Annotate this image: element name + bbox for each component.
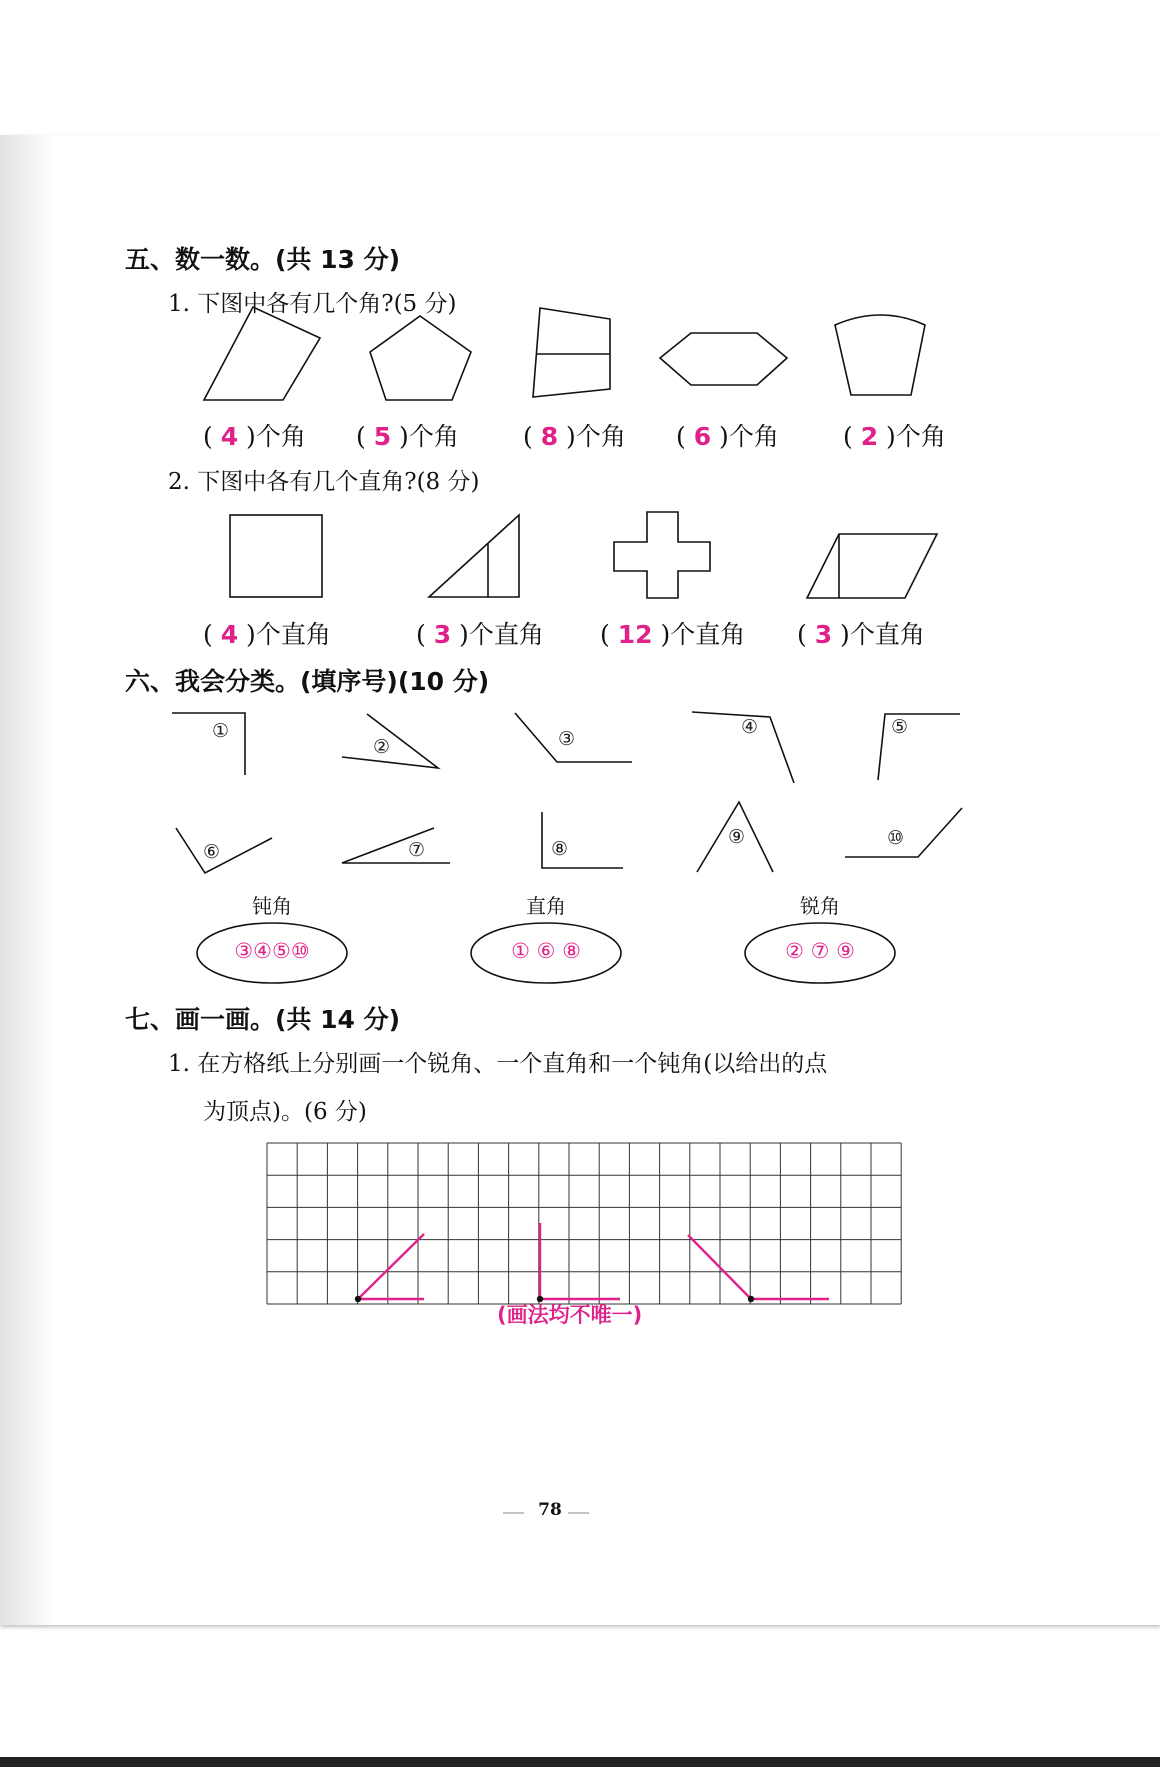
group-answer-right: ① ⑥ ⑧ <box>511 939 581 963</box>
shape-square <box>230 515 322 597</box>
page-number: 78 <box>538 1500 562 1520</box>
section-7-title: 七、画一画。(共 14 分) <box>125 1005 401 1034</box>
q7-1-text-line1: 1. 在方格纸上分别画一个锐角、一个直角和一个钝角(以给出的点 <box>168 1051 828 1077</box>
angle-label-10: ⑩ <box>887 827 905 849</box>
shape-cross <box>614 512 710 598</box>
angle-1 <box>172 713 245 775</box>
angle-label-2: ② <box>373 736 391 758</box>
answer-value: 12 <box>617 620 653 649</box>
angle-6 <box>176 828 272 873</box>
shape-split-quadrilateral <box>533 308 610 397</box>
answer-q5-1-shape2: ( 5 )个角 <box>356 422 459 451</box>
drawn-right-angle <box>540 1223 620 1299</box>
q5-2-text: 2. 下图中各有几个直角?(8 分) <box>168 469 480 495</box>
shape-triangle-split <box>429 515 519 597</box>
q7-1-text-line2: 为顶点)。(6 分) <box>203 1099 367 1125</box>
section-5-title: 五、数一数。(共 13 分) <box>125 245 401 274</box>
answer-value: 5 <box>373 422 392 451</box>
bottom-bar <box>0 1757 1160 1767</box>
q5-1-text: 1. 下图中各有几个角?(5 分) <box>168 291 457 317</box>
angle-label-7: ⑦ <box>408 839 426 861</box>
figures-canvas <box>0 135 1160 1625</box>
answer-q5-1-shape5: ( 2 )个角 <box>843 422 946 451</box>
angle-label-5: ⑤ <box>891 716 909 738</box>
worksheet-page <box>0 135 1160 1625</box>
angle-label-3: ③ <box>558 728 576 750</box>
answer-q5-2-parallelogram: ( 3 )个直角 <box>797 620 925 649</box>
answer-q5-2-cross: ( 12 )个直角 <box>600 620 746 649</box>
shape-hexagon <box>660 333 787 385</box>
group-answer-obtuse: ③④⑤⑩ <box>234 939 310 963</box>
answer-value: 2 <box>860 422 879 451</box>
answer-q5-2-triangle: ( 3 )个直角 <box>416 620 544 649</box>
group-label-obtuse: 钝角 <box>252 894 292 918</box>
answer-q5-2-square: ( 4 )个直角 <box>203 620 331 649</box>
angle-7 <box>342 828 450 863</box>
answer-q5-1-shape1: ( 4 )个角 <box>203 422 306 451</box>
angle-label-8: ⑧ <box>551 838 569 860</box>
answer-value: 8 <box>540 422 559 451</box>
shape-quadrilateral <box>204 307 320 400</box>
shape-parallelogram <box>807 534 937 598</box>
angle-label-4: ④ <box>741 716 759 738</box>
section-6-title: 六、我会分类。(填序号)(10 分) <box>125 667 490 696</box>
answer-q5-1-shape3: ( 8 )个角 <box>523 422 626 451</box>
answer-value: 4 <box>220 620 239 649</box>
answer-value: 3 <box>814 620 833 649</box>
drawing-note: (画法均不唯一) <box>497 1303 643 1327</box>
grid-paper <box>267 1143 901 1304</box>
angle-label-9: ⑨ <box>728 826 746 848</box>
drawn-acute-angle <box>358 1234 424 1299</box>
answer-value: 4 <box>220 422 239 451</box>
angle-label-1: ① <box>212 720 230 742</box>
drawn-angles <box>358 1223 829 1299</box>
group-answer-acute: ② ⑦ ⑨ <box>785 939 855 963</box>
answer-value: 3 <box>433 620 452 649</box>
group-label-right: 直角 <box>526 894 566 918</box>
angle-label-6: ⑥ <box>203 841 221 863</box>
drawn-obtuse-angle <box>688 1235 829 1299</box>
shape-pentagon <box>370 316 471 400</box>
answer-q5-1-shape4: ( 6 )个角 <box>676 422 779 451</box>
answer-value: 6 <box>693 422 712 451</box>
shape-fan <box>835 315 925 395</box>
group-label-acute: 锐角 <box>800 894 840 918</box>
